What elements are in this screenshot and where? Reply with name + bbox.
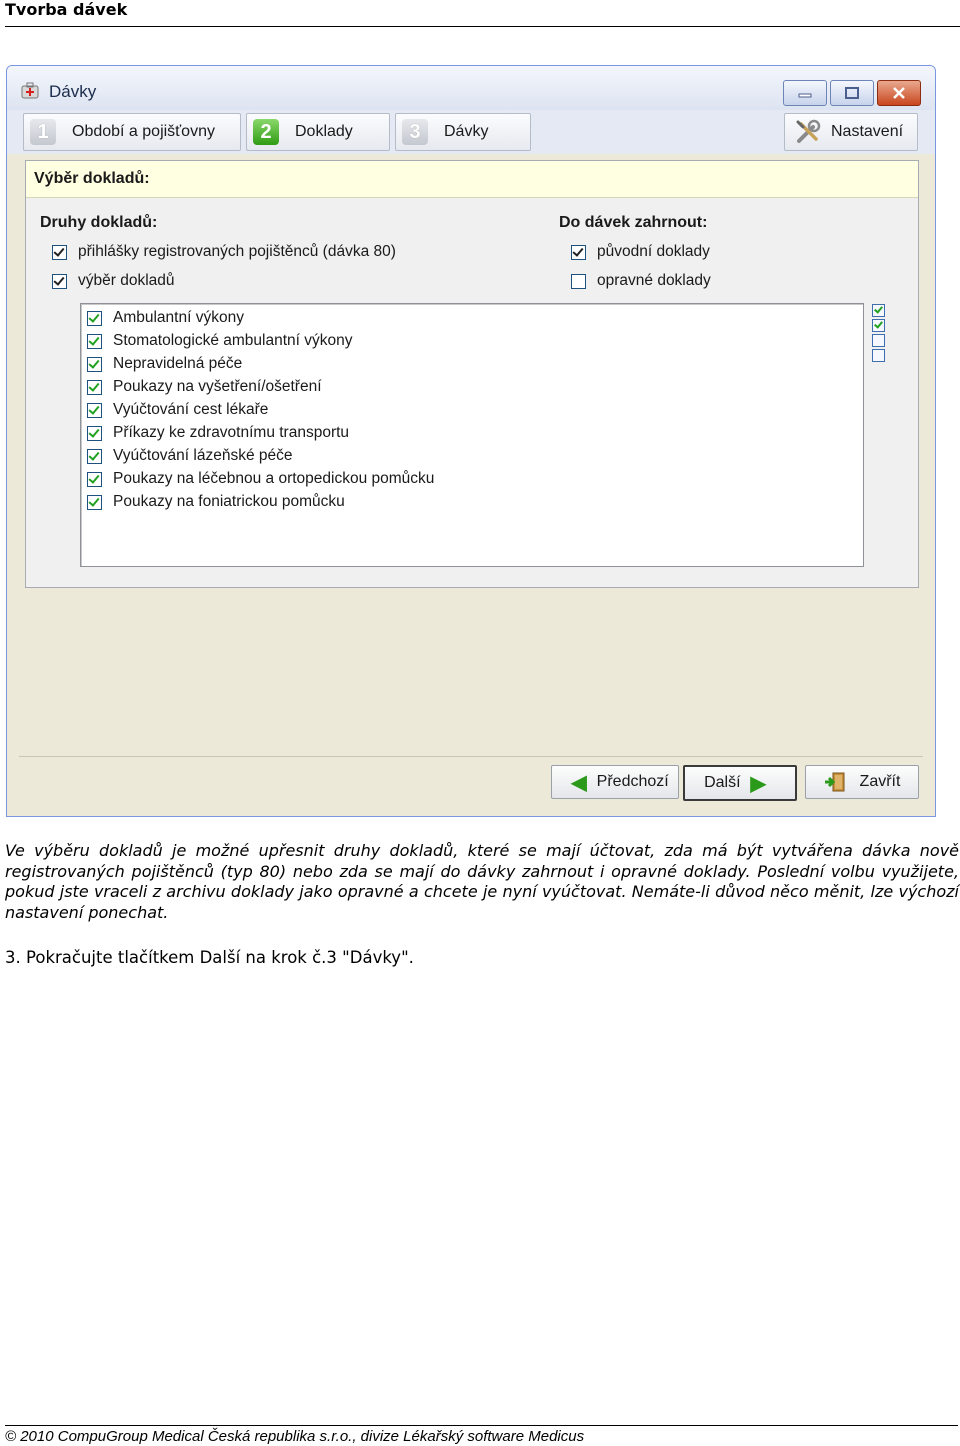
list-item[interactable] [87, 378, 322, 396]
batch-window [6, 65, 936, 817]
content-panel [25, 160, 919, 588]
doc-types-label: Druhy dokladů: [40, 214, 158, 231]
previous-button[interactable] [551, 765, 679, 799]
first-aid-kit-icon [21, 81, 39, 99]
minimize-button[interactable] [783, 80, 827, 106]
list-item[interactable] [87, 424, 349, 442]
arrow-right-icon: ▶ [750, 772, 766, 795]
list-item[interactable] [87, 355, 242, 373]
tab-number: 1 [30, 119, 56, 145]
list-item-label: Stomatologické ambulantní výkony [113, 332, 353, 349]
window-title: Dávky [49, 82, 97, 101]
checkbox-checked[interactable] [87, 357, 102, 372]
checkbox-checked[interactable] [87, 449, 102, 464]
list-item[interactable] [87, 401, 268, 419]
deselect-all-button[interactable] [872, 334, 885, 347]
list-item-label: Příkazy ke zdravotnímu transportu [113, 424, 350, 441]
checkbox-checked[interactable] [87, 403, 102, 418]
list-item-label: Ambulantní výkony [113, 309, 244, 326]
list-selection-buttons [872, 304, 886, 364]
tab-label: Období a pojišťovny [72, 123, 215, 140]
tab-periods[interactable] [23, 113, 241, 151]
select-all-alt-button[interactable] [872, 319, 885, 332]
maximize-icon [845, 87, 859, 99]
option-document-selection[interactable] [52, 272, 175, 290]
checkbox-checked[interactable] [52, 274, 67, 289]
tools-icon [795, 119, 821, 145]
next-label: Další [704, 774, 741, 791]
list-item-label: Nepravidelná péče [113, 355, 243, 372]
arrow-left-icon: ◀ [571, 771, 587, 794]
list-item[interactable] [87, 447, 293, 465]
tab-number: 3 [402, 119, 428, 145]
select-all-button[interactable] [872, 304, 885, 317]
exit-door-icon [824, 771, 846, 793]
option-original-documents[interactable] [571, 243, 710, 261]
tab-label: Doklady [295, 123, 353, 140]
checkbox-checked[interactable] [87, 380, 102, 395]
checkbox-checked[interactable] [87, 426, 102, 441]
list-item-label: Vyúčtování cest lékaře [113, 401, 269, 418]
deselect-all-alt-button[interactable] [872, 349, 885, 362]
option-label: přihlášky registrovaných pojištěnců (dávka 80) [78, 243, 396, 260]
list-item[interactable] [87, 332, 353, 350]
title-bar [7, 66, 935, 110]
option-label: opravné doklady [597, 272, 711, 289]
checkbox-checked[interactable] [87, 334, 102, 349]
tab-label: Dávky [444, 123, 489, 140]
close-window-button[interactable] [877, 80, 921, 106]
list-item[interactable] [87, 470, 434, 488]
list-item-label: Vyúčtování lázeňské péče [113, 447, 293, 464]
checkbox-checked[interactable] [52, 245, 67, 260]
option-registered-insured[interactable] [52, 243, 396, 261]
option-label: původní doklady [597, 243, 710, 260]
list-item-label: Poukazy na vyšetření/ošetření [113, 378, 322, 395]
close-label: Zavřít [859, 773, 901, 790]
maximize-button[interactable] [830, 80, 874, 106]
previous-label: Předchozí [596, 773, 669, 790]
checkbox-checked[interactable] [87, 495, 102, 510]
description-paragraph: Ve výběru dokladů je možné upřesnit druhy dokladů, které se mají účtovat, zda má být vytvářena dávka nově registrovaných pojištěnců (typ 80) nebo zda se mají do dávky zahrnout i opravné doklady. Poslední volbu využijete, pokud jste vraceli z archivu doklady jako opravné a chcete je nyní vyúčtovat. Nemáte-li důvod něco měnit, lze výchozí nastavení ponechat. [5, 841, 959, 922]
settings-button[interactable] [784, 113, 918, 151]
tab-documents[interactable] [246, 113, 390, 151]
include-label: Do dávek zahrnout: [559, 214, 708, 231]
close-icon [892, 87, 906, 99]
option-label: výběr dokladů [78, 272, 175, 289]
list-item[interactable] [87, 309, 244, 327]
minimize-icon [798, 88, 812, 98]
step-instruction: 3. Pokračujte tlačítkem Další na krok č.3 "Dávky". [5, 948, 414, 967]
checkbox-checked[interactable] [87, 311, 102, 326]
settings-label: Nastavení [831, 123, 904, 140]
page-footer: © 2010 CompuGroup Medical Česká republika s.r.o., divize Lékařský software Medicus [5, 1425, 958, 1445]
section-title: Výběr dokladů: [26, 161, 918, 198]
next-button[interactable] [683, 765, 797, 801]
checkbox-checked[interactable] [87, 472, 102, 487]
checkbox-unchecked[interactable] [571, 274, 586, 289]
list-item-label: Poukazy na foniatrickou pomůcku [113, 493, 345, 510]
page-header: Tvorba dávek [5, 0, 960, 27]
list-item[interactable] [87, 493, 345, 511]
tab-batches[interactable] [395, 113, 531, 151]
option-corrective-documents[interactable] [571, 272, 711, 290]
tab-number: 2 [253, 119, 279, 145]
list-item-label: Poukazy na léčebnou a ortopedickou pomůcku [113, 470, 435, 487]
checkbox-checked[interactable] [571, 245, 586, 260]
close-button[interactable] [805, 765, 919, 799]
wizard-tabs [7, 110, 935, 154]
wizard-footer [19, 756, 923, 805]
document-type-list[interactable] [80, 303, 864, 567]
